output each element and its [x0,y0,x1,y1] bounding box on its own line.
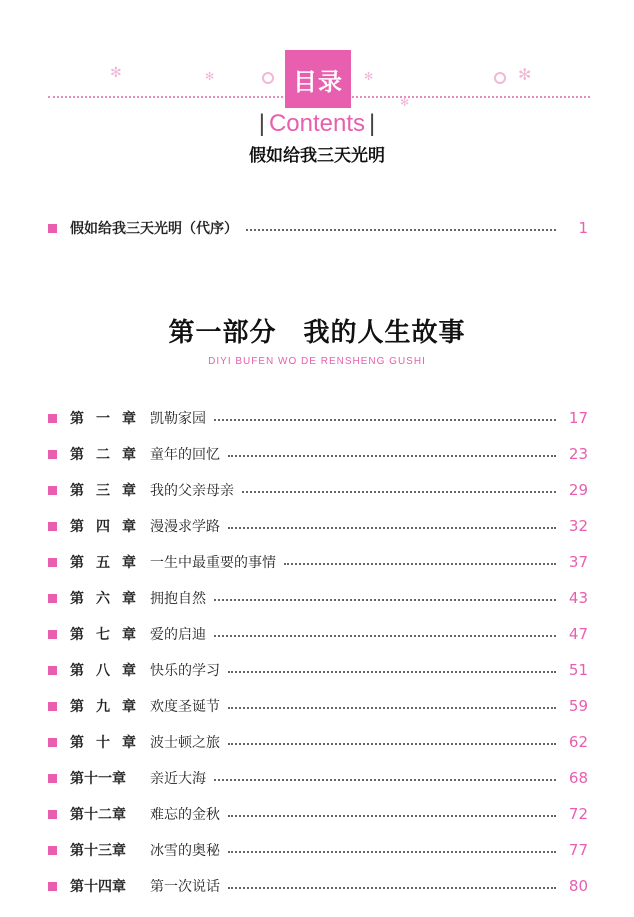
chapter-label-char: 第 [70,627,84,643]
header-dotted-line-right [352,96,590,98]
square-bullet-icon [48,558,57,567]
chapter-label-char: 第 [70,483,84,499]
chapter-label-char: 三 [96,483,110,499]
chapter-title: 我的父亲母亲 [150,483,234,499]
chapter-label [70,732,136,752]
page-number: 37 [568,553,588,571]
toc-entry-chapter[interactable] [48,515,588,537]
chapter-label-char: 五 [96,555,110,571]
divider-bar: | [258,110,265,137]
chapter-label [70,408,136,428]
chapter-label [70,660,136,680]
dot-leader [214,779,556,781]
toc-entry-chapter[interactable] [48,443,588,465]
toc-entry-chapter[interactable] [48,839,588,861]
square-bullet-icon [48,486,57,495]
ring-ornament-icon [494,72,506,84]
toc-entry-chapter[interactable] [48,695,588,717]
page-number: 68 [568,769,588,787]
dot-leader [228,743,556,745]
chapter-label-char: 六 [96,591,110,607]
toc-entry-chapter[interactable] [48,479,588,501]
chapter-label-char: 九 [96,699,110,715]
toc-entry-chapter[interactable] [48,731,588,753]
square-bullet-icon [48,666,57,675]
square-bullet-icon [48,846,57,855]
page-number: 17 [568,409,588,427]
toc-entry-preface[interactable] [48,217,588,239]
dot-leader [228,851,556,853]
chapter-label-char: 章 [122,519,136,535]
snowflake-icon: ✻ [364,70,374,83]
chapter-label-char: 第 [70,735,84,751]
chapter-label-char: 四 [96,519,110,535]
square-bullet-icon [48,810,57,819]
toc-entry-chapter[interactable] [48,803,588,825]
chapter-label-char: 第 [70,699,84,715]
chapter-label-char: 章 [122,555,136,571]
toc-entry-chapter[interactable] [48,875,588,897]
chapter-label-char: 七 [96,627,110,643]
chapter-label-char: 第 [70,591,84,607]
page-number: 1 [578,219,588,237]
chapter-title: 难忘的金秋 [150,807,220,823]
page-number: 59 [568,697,588,715]
chapter-label-char: 第 [70,519,84,535]
dot-leader [284,563,556,565]
square-bullet-icon [48,738,57,747]
chapter-title: 第一次说话 [150,879,220,895]
toc-entry-chapter[interactable] [48,659,588,681]
chapter-title: 欢度圣诞节 [150,699,220,715]
chapter-label-char: 第 [70,663,84,679]
toc-label-box [285,50,351,108]
dot-leader [214,635,556,637]
square-bullet-icon [48,450,57,459]
chapter-title: 快乐的学习 [150,663,220,679]
dot-leader [214,599,556,601]
chapter-label-char: 一 [96,411,110,427]
header-dotted-line-left [48,96,283,98]
page-number: 32 [568,517,588,535]
chapter-label-char: 章 [122,591,136,607]
snowflake-icon: ✻ [518,65,532,84]
toc-entry-chapter[interactable] [48,587,588,609]
page-number: 29 [568,481,588,499]
chapter-label [70,480,136,500]
contents-word: Contents [268,110,366,137]
chapter-title: 童年的回忆 [150,447,220,463]
chapter-title: 漫漫求学路 [150,519,220,535]
entry-title: 假如给我三天光明（代序） [70,221,238,237]
chapter-label-char: 第 [70,447,84,463]
square-bullet-icon [48,224,57,233]
toc-entry-chapter[interactable] [48,551,588,573]
chapter-title: 亲近大海 [150,771,206,787]
chapter-label-char: 章 [122,735,136,751]
page-number: 77 [568,841,588,859]
chapter-label-char: 章 [122,483,136,499]
ring-ornament-icon [262,72,274,84]
chapter-title: 拥抱自然 [150,591,206,607]
chapter-title: 冰雪的奥秘 [150,843,220,859]
chapter-label-char: 第 [70,411,84,427]
snowflake-icon: ✻ [400,96,410,109]
square-bullet-icon [48,882,57,891]
chapter-label-char: 章 [122,627,136,643]
chapter-label: 第十二章 [70,807,126,823]
chapter-label [70,696,136,716]
dot-leader [228,815,556,817]
chapter-label-char: 第 [70,555,84,571]
square-bullet-icon [48,630,57,639]
divider-bar: | [369,110,376,137]
chapter-label: 第十四章 [70,879,126,895]
chapter-title: 波士顿之旅 [150,735,220,751]
chapter-label [70,552,136,572]
chapter-label [70,516,136,536]
chapter-label-char: 二 [96,447,110,463]
square-bullet-icon [48,774,57,783]
dot-leader [242,491,556,493]
snowflake-icon: ✻ [110,65,122,81]
chapter-label [70,588,136,608]
chapter-label-char: 章 [122,447,136,463]
dot-leader [228,707,556,709]
book-title: 假如给我三天光明 [249,146,385,166]
page-number: 23 [568,445,588,463]
toc-entry-chapter[interactable] [48,407,588,429]
dot-leader [228,455,556,457]
chapter-label-char: 章 [122,663,136,679]
chapter-label [70,444,136,464]
snowflake-icon: ✻ [205,70,215,83]
chapter-label-char: 十 [96,735,110,751]
dot-leader [228,671,556,673]
page-number: 51 [568,661,588,679]
page-number: 80 [568,877,588,895]
chapter-label: 第十一章 [70,771,126,787]
part-subtitle: DIYI BUFEN WO DE RENSHENG GUSHI [208,356,426,367]
toc-entry-chapter[interactable] [48,767,588,789]
chapter-label [70,624,136,644]
toc-header [0,0,634,170]
chapter-title: 凯勒家园 [150,411,206,427]
dot-leader [214,419,556,421]
chapter-label: 第十三章 [70,843,126,859]
page-number: 72 [568,805,588,823]
chapter-label-char: 章 [122,699,136,715]
contents-heading [0,110,634,138]
toc-label: 目录 [293,67,343,96]
chapter-title: 爱的启迪 [150,627,206,643]
square-bullet-icon [48,702,57,711]
chapter-label-char: 章 [122,411,136,427]
toc-entry-chapter[interactable] [48,623,588,645]
dot-leader [228,527,556,529]
chapter-label-char: 八 [96,663,110,679]
dot-leader [228,887,556,889]
square-bullet-icon [48,522,57,531]
square-bullet-icon [48,594,57,603]
chapter-title: 一生中最重要的事情 [150,555,276,571]
page-number: 43 [568,589,588,607]
dot-leader [246,229,556,231]
page-number: 62 [568,733,588,751]
page-number: 47 [568,625,588,643]
square-bullet-icon [48,414,57,423]
part-title: 第一部分 我的人生故事 [168,318,466,348]
